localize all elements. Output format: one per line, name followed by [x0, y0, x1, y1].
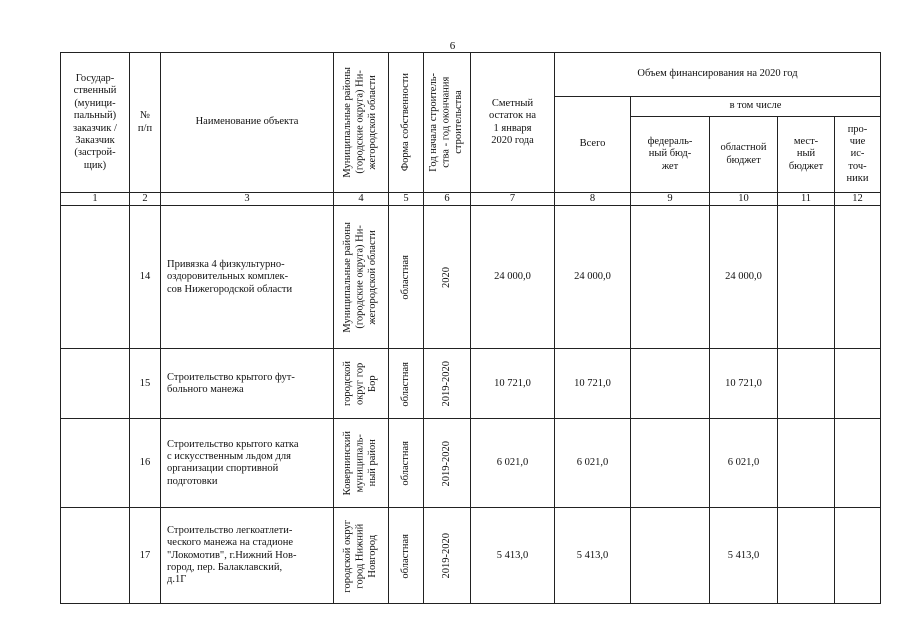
header-federal: федераль- ный бюд- жет	[631, 117, 710, 193]
local-cell	[778, 508, 835, 604]
local-cell	[778, 419, 835, 508]
column-number: 7	[471, 193, 555, 206]
other-cell	[835, 508, 881, 604]
header-other: про- чие ис- точ- ники	[835, 117, 881, 193]
years-cell: 2020	[424, 206, 471, 349]
column-number: 8	[555, 193, 631, 206]
page-number: 6	[449, 40, 456, 52]
column-number: 10	[710, 193, 778, 206]
other-cell	[835, 206, 881, 349]
column-number: 9	[631, 193, 710, 206]
column-number: 11	[778, 193, 835, 206]
financing-table	[60, 52, 881, 604]
years-cell: 2019-2020	[424, 419, 471, 508]
remainder-cell: 6 021,0	[471, 419, 555, 508]
header-funding: Объем финансирования на 2020 год	[555, 53, 881, 97]
column-number: 5	[389, 193, 424, 206]
customer-cell	[61, 206, 130, 349]
table-row	[61, 206, 881, 349]
table-row	[61, 349, 881, 419]
customer-cell	[61, 419, 130, 508]
table-row	[61, 419, 881, 508]
row-number: 14	[130, 206, 161, 349]
federal-cell	[631, 206, 710, 349]
total-cell: 6 021,0	[555, 419, 631, 508]
row-number: 17	[130, 508, 161, 604]
row-number: 15	[130, 349, 161, 419]
other-cell	[835, 349, 881, 419]
column-number: 3	[161, 193, 334, 206]
customer-cell	[61, 349, 130, 419]
header-customer: Государ- ственный (муници- пальный) заказчик / Заказчик (застрой- щик)	[61, 53, 130, 193]
header-object-name: Наименование объекта	[161, 53, 334, 193]
object-name: Строительство легкоатлети- ческого манежа на стадионе "Локомотив", г.Нижний Нов- город, пер. Балаклавский, д.1Г	[161, 508, 334, 604]
ownership-cell: областная	[389, 419, 424, 508]
federal-cell	[631, 349, 710, 419]
district-cell: городской округ гор Бор	[334, 349, 389, 419]
object-name: Строительство крытого катка с искусственным льдом для организации спортивной подготовки	[161, 419, 334, 508]
district-cell: Муниципальные районы (городские округа) Ни- жегородской области	[334, 206, 389, 349]
total-cell: 10 721,0	[555, 349, 631, 419]
years-cell: 2019-2020	[424, 508, 471, 604]
regional-cell: 5 413,0	[710, 508, 778, 604]
column-number: 12	[835, 193, 881, 206]
regional-cell: 10 721,0	[710, 349, 778, 419]
header-number: № п/п	[130, 53, 161, 193]
remainder-cell: 5 413,0	[471, 508, 555, 604]
ownership-cell: областная	[389, 349, 424, 419]
header-total: Всего	[555, 97, 631, 193]
regional-cell: 24 000,0	[710, 206, 778, 349]
district-cell: городской округ город Нижний Новгород	[334, 508, 389, 604]
local-cell	[778, 349, 835, 419]
column-number: 6	[424, 193, 471, 206]
remainder-cell: 10 721,0	[471, 349, 555, 419]
column-number: 2	[130, 193, 161, 206]
federal-cell	[631, 508, 710, 604]
ownership-cell: областная	[389, 206, 424, 349]
column-numbers-row	[61, 193, 881, 206]
object-name: Привязка 4 физкультурно- оздоровительных комплек- сов Нижегородской области	[161, 206, 334, 349]
table-row	[61, 508, 881, 604]
total-cell: 5 413,0	[555, 508, 631, 604]
header-including: в том числе	[631, 97, 881, 117]
header-years: Год начала строитель- ства - год окончания строительства	[424, 53, 471, 193]
header-remainder: Сметный остаток на 1 января 2020 года	[471, 53, 555, 193]
row-number: 16	[130, 419, 161, 508]
header-regional: областной бюджет	[710, 117, 778, 193]
local-cell	[778, 206, 835, 349]
object-name: Строительство крытого фут- больного манежа	[161, 349, 334, 419]
header-local: мест- ный бюджет	[778, 117, 835, 193]
federal-cell	[631, 419, 710, 508]
other-cell	[835, 419, 881, 508]
years-cell: 2019-2020	[424, 349, 471, 419]
remainder-cell: 24 000,0	[471, 206, 555, 349]
district-cell: Ковернинский муниципаль- ный район	[334, 419, 389, 508]
ownership-cell: областная	[389, 508, 424, 604]
customer-cell	[61, 508, 130, 604]
regional-cell: 6 021,0	[710, 419, 778, 508]
column-number: 1	[61, 193, 130, 206]
column-number: 4	[334, 193, 389, 206]
header-district: Муниципальные районы (городские округа) Ни- жегородской области	[334, 53, 389, 193]
total-cell: 24 000,0	[555, 206, 631, 349]
header-ownership: Форма собственности	[389, 53, 424, 193]
